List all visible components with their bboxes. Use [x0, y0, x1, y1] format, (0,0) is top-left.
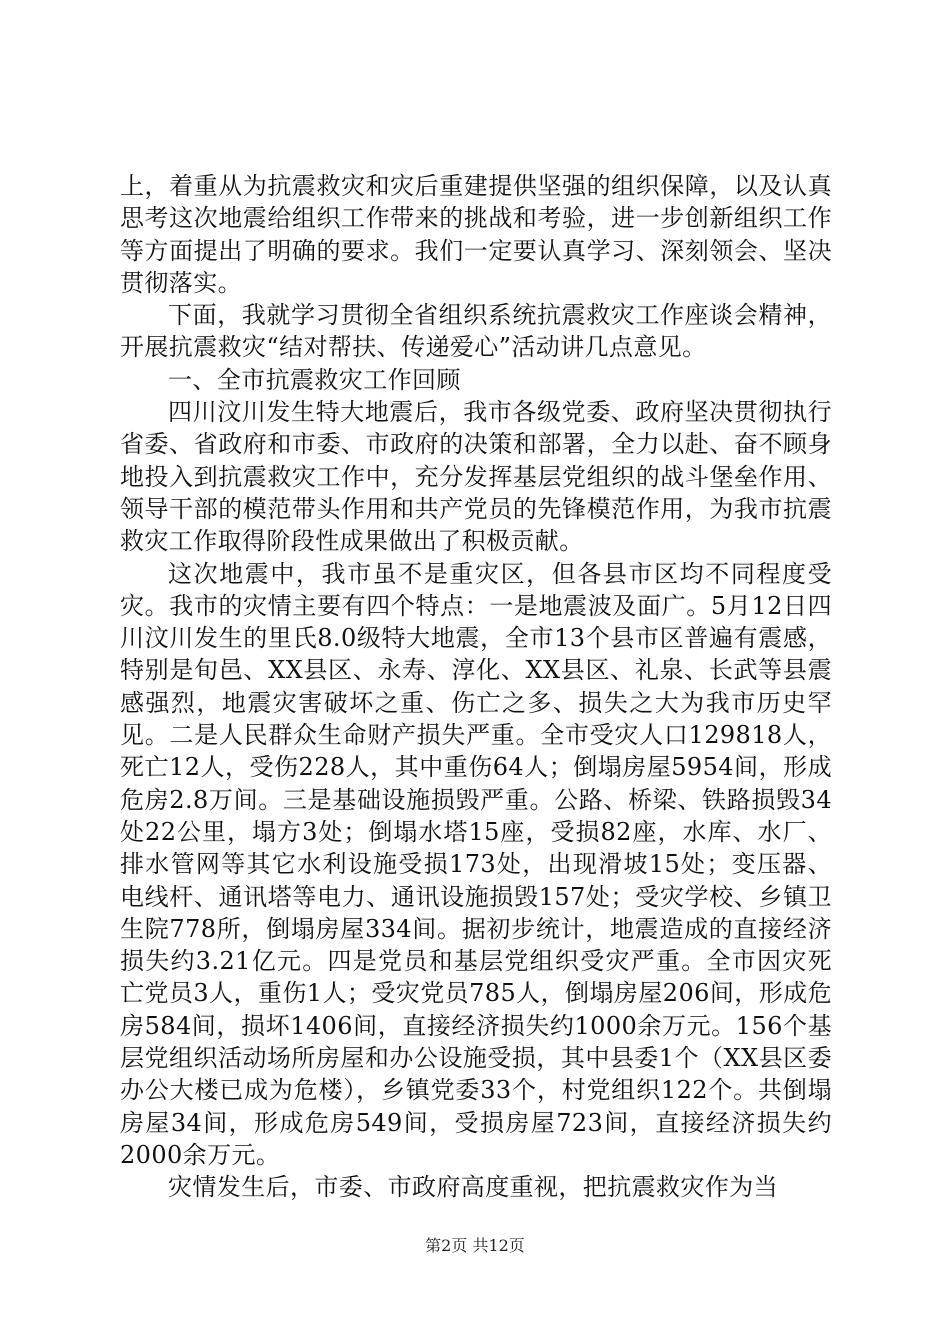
document-body	[120, 170, 832, 1204]
section-heading: 一、全市抗震救灾工作回顾	[168, 365, 461, 394]
paragraph-continuation: 上，着重从为抗震救灾和灾后重建提供坚强的组织保障，以及认真思考这次地震给组织工作带来的挑战和考验，进一步创新组织工作等方面提出了明确的要求。我们一定要认真学习、深刻领会、坚决贯彻落实。	[120, 172, 832, 297]
paragraph-after-disaster: 灾情发生后，市委、市政府高度重视，把抗震救灾作为当	[168, 1173, 778, 1202]
paragraph-intro: 下面，我就学习贯彻全省组织系统抗震救灾工作座谈会精神，开展抗震救灾“结对帮扶、传递爱心”活动讲几点意见。	[120, 301, 832, 362]
paragraph-disaster-statistics: 这次地震中，我市虽不是重灾区，但各县市区均不同程度受灾。我市的灾情主要有四个特点：一是地震波及面广。5月12日四川汶川发生的里氏8.0级特大地震，全市13个县市区普遍有震感，特别是旬邑、XX县区、永寿、淳化、XX县区、礼泉、长武等县震感强烈，地震灾害破坏之重、伤亡之多、损失之大为我市历史罕见。二是人民群众生命财产损失严重。全市受灾人口129818人，死亡12人，受伤228人，其中重伤64人；倒塌房屋5954间，形成危房2.8万间。三是基础设施损毁严重。公路、桥梁、铁路损毁34处22公里，塌方3处；倒塌水塔15座，受损82座，水库、水厂、排水管网等其它水利设施受损173处，出现滑坡15处；变压器、电线杆、通讯塔等电力、通讯设施损毁157处；受灾学校、乡镇卫生院778所，倒塌房屋334间。据初步统计，地震造成的直接经济损失约3.21亿元。四是党员和基层党组织受灾严重。全市因灾死亡党员3人，重伤1人；受灾党员785人，倒塌房屋206间，形成危房584间，损坏1406间，直接经济损失约1000余万元。156个基层党组织活动场所房屋和办公设施受损，其中县委1个（XX县区委办公大楼已成为危楼），乡镇党委33个，村党组织122个。共倒塌房屋34间，形成危房549间，受损房屋723间，直接经济损失约2000余万元。	[120, 559, 832, 1169]
paragraph-earthquake-response: 四川汶川发生特大地震后，我市各级党委、政府坚决贯彻执行省委、省政府和市委、市政府的决策和部署，全力以赴、奋不顾身地投入到抗震救灾工作中，充分发挥基层党组织的战斗堡垒作用、领导干部的模范带头作用和共产党员的先锋模范作用，为我市抗震救灾工作取得阶段性成果做出了积极贡献。	[120, 398, 832, 556]
page-number-footer: 第2页 共12页	[425, 1236, 525, 1255]
